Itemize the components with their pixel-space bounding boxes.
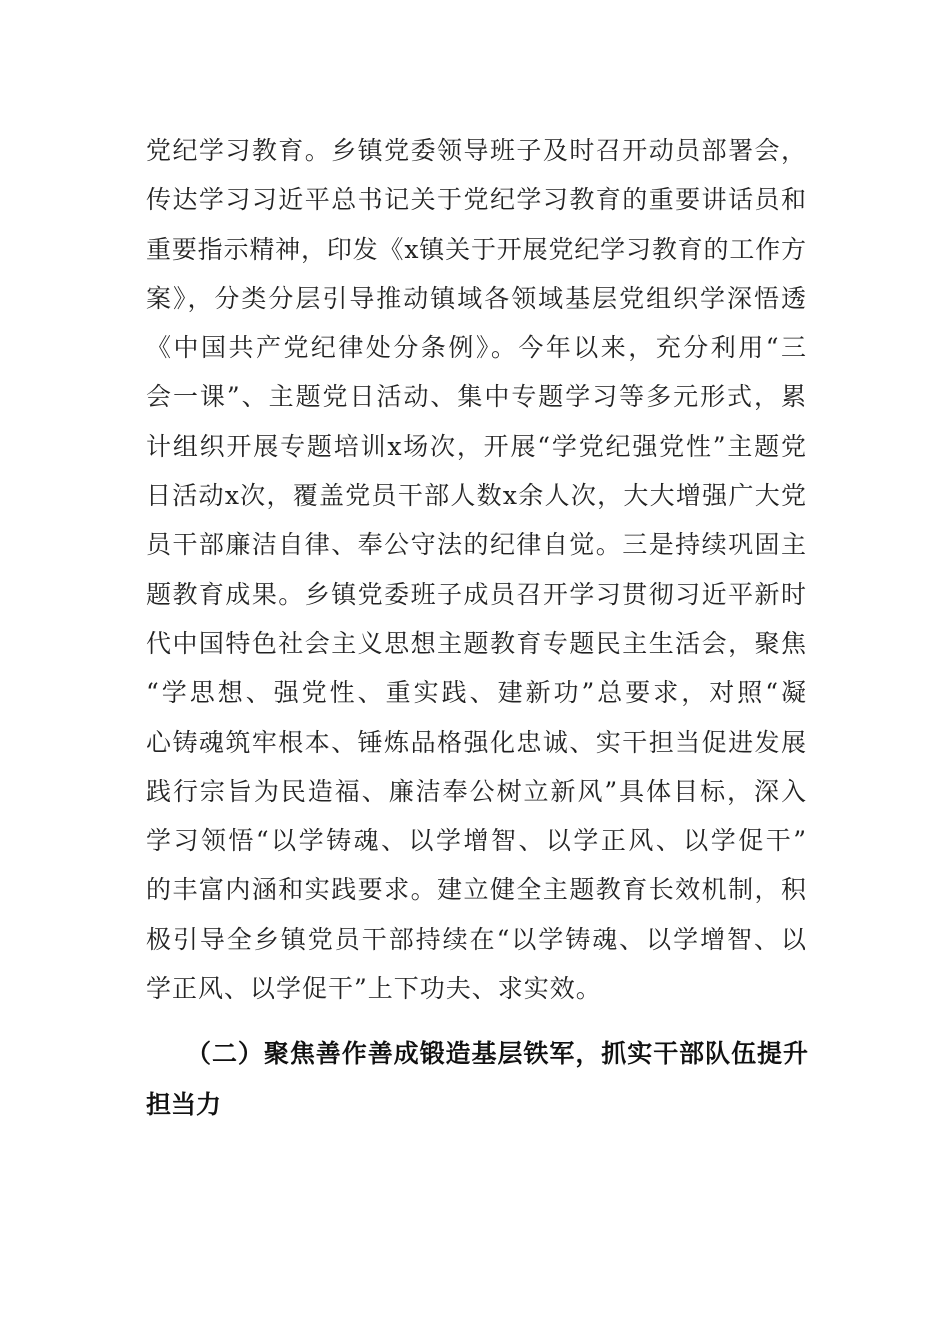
- section-heading: [146, 1028, 808, 1130]
- paragraph-line: 《中国共产党纪律处分条例》。今年以来，充分利用“三: [146, 333, 806, 363]
- paragraph-line: 案》，分类分层引导推动镇域各领域基层党组织学深悟透: [146, 283, 806, 313]
- paragraph-line: “学思想、强党性、重实践、建新功”总要求，对照“凝: [146, 678, 806, 708]
- section-heading-line: 担当力: [146, 1090, 222, 1119]
- paragraph-line: 代中国特色社会主义思想主题教育专题民主生活会，聚焦: [146, 628, 806, 658]
- section-heading-line: （二）聚焦善作善成锻造基层铁军，抓实干部队伍提升: [186, 1039, 808, 1068]
- paragraph-line: 会一课”、主题党日活动、集中专题学习等多元形式，累: [146, 382, 806, 412]
- body-paragraph: [146, 126, 806, 1013]
- paragraph-line: 重要指示精神，印发《x镇关于开展党纪学习教育的工作方: [146, 234, 806, 264]
- paragraph-line: 题教育成果。乡镇党委班子成员召开学习贯彻习近平新时: [146, 579, 806, 609]
- paragraph-line: 学正风、以学促干”上下功夫、求实效。: [146, 974, 602, 1004]
- paragraph-line: 学习领悟“以学铸魂、以学增智、以学正风、以学促干”: [146, 826, 806, 856]
- paragraph-line: 日活动x次，覆盖党员干部人数x余人次，大大增强广大党: [146, 481, 806, 511]
- paragraph-line: 极引导全乡镇党员干部持续在“以学铸魂、以学增智、以: [146, 924, 806, 954]
- paragraph-line: 员干部廉洁自律、奉公守法的纪律自觉。三是持续巩固主: [146, 530, 806, 560]
- paragraph-line: 党纪学习教育。乡镇党委领导班子及时召开动员部署会，: [146, 136, 806, 165]
- paragraph-line: 践行宗旨为民造福、廉洁奉公树立新风”具体目标，深入: [146, 776, 806, 806]
- paragraph-line: 心铸魂筑牢根本、锤炼品格强化忠诚、实干担当促进发展: [146, 727, 806, 757]
- paragraph-line: 传达学习习近平总书记关于党纪学习教育的重要讲话员和: [146, 185, 806, 215]
- paragraph-line: 计组织开展专题培训x场次，开展“学党纪强党性”主题党: [146, 431, 806, 461]
- paragraph-line: 的丰富内涵和实践要求。建立健全主题教育长效机制，积: [146, 875, 806, 905]
